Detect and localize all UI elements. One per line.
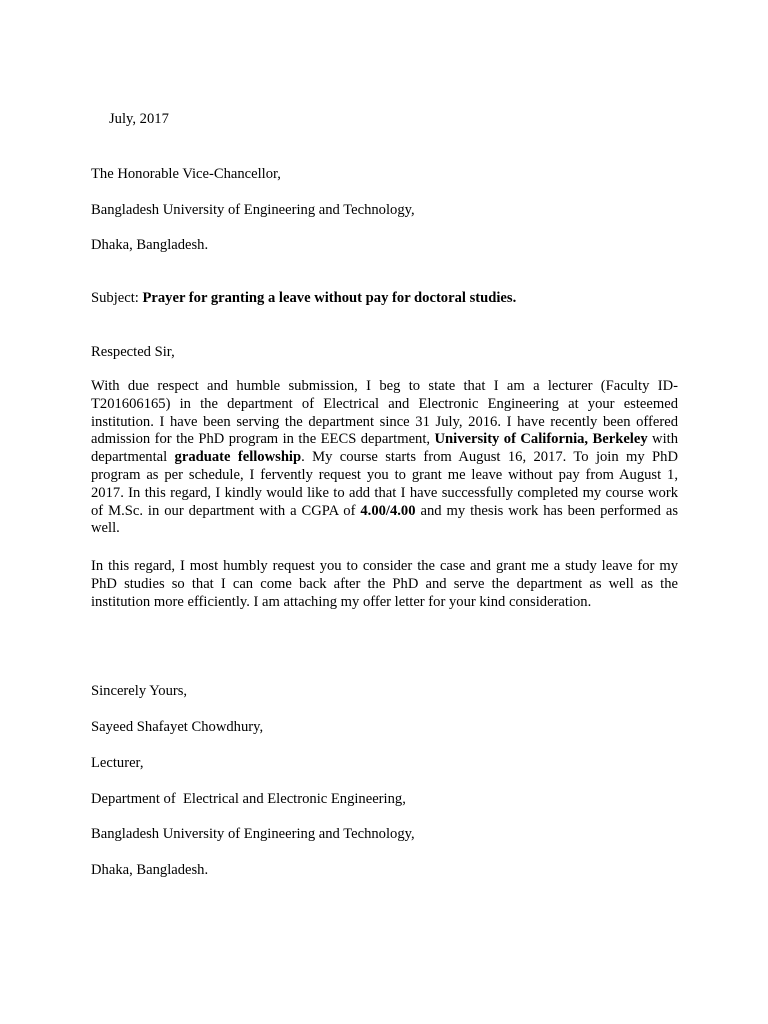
body-paragraph-1 — [91, 378, 678, 538]
body-1-cgpa: 4.00/4.00 — [360, 502, 416, 519]
letter-date: July, 2017 — [109, 111, 169, 127]
recipient-address: Dhaka, Bangladesh. — [91, 237, 209, 253]
signature-department: Department of Electrical and Electronic Engineering, — [91, 791, 406, 807]
subject-text: Prayer for granting a leave without pay for doctoral studies. — [142, 290, 517, 306]
signature-designation: Lecturer, — [91, 755, 144, 771]
signature-name: Sayeed Shafayet Chowdhury, — [91, 719, 264, 735]
closing: Sincerely Yours, — [91, 683, 188, 699]
body-1-text-3: . My course starts from August 16, 2017. To join my PhD program as per schedule, I fervently request you to grant me leave without pay from August 1, 2017. In this regard, I kindly would like to add that I have successfully completed my course work of M.Sc. in our department with a CGPA of — [91, 449, 678, 519]
body-paragraph-2: In this regard, I most humbly request you to consider the case and grant me a study leave for my PhD studies so that I can come back after the PhD and serve the department as well as the institution more efficiently. I am attaching my offer letter for your kind consideration. — [91, 558, 678, 610]
signature-address: Dhaka, Bangladesh. — [91, 862, 209, 878]
body-1-fellowship: graduate fellowship — [174, 449, 302, 466]
body-1-university: University of California, Berkeley — [434, 431, 648, 448]
body-1-text-4: and my thesis work has been performed as well. — [91, 502, 678, 537]
body-1-text-1: With due respect and humble submission, I beg to state that I am a lecturer (Faculty ID-T201606165) in the department of Electrical and Electronic Engineering at your esteemed institution. I have been serving the department since 31 July, 2016. I have recently been offered admission for the PhD program in the EECS department, — [91, 378, 678, 448]
subject-label: Subject: — [91, 290, 143, 306]
subject-line — [91, 289, 516, 307]
recipient-institution: Bangladesh University of Engineering and Technology, — [91, 202, 415, 218]
body-1-text-2: with departmental — [91, 431, 679, 466]
recipient-title: The Honorable Vice-Chancellor, — [91, 166, 281, 182]
signature-institution: Bangladesh University of Engineering and Technology, — [91, 826, 415, 842]
salutation: Respected Sir, — [91, 344, 175, 360]
